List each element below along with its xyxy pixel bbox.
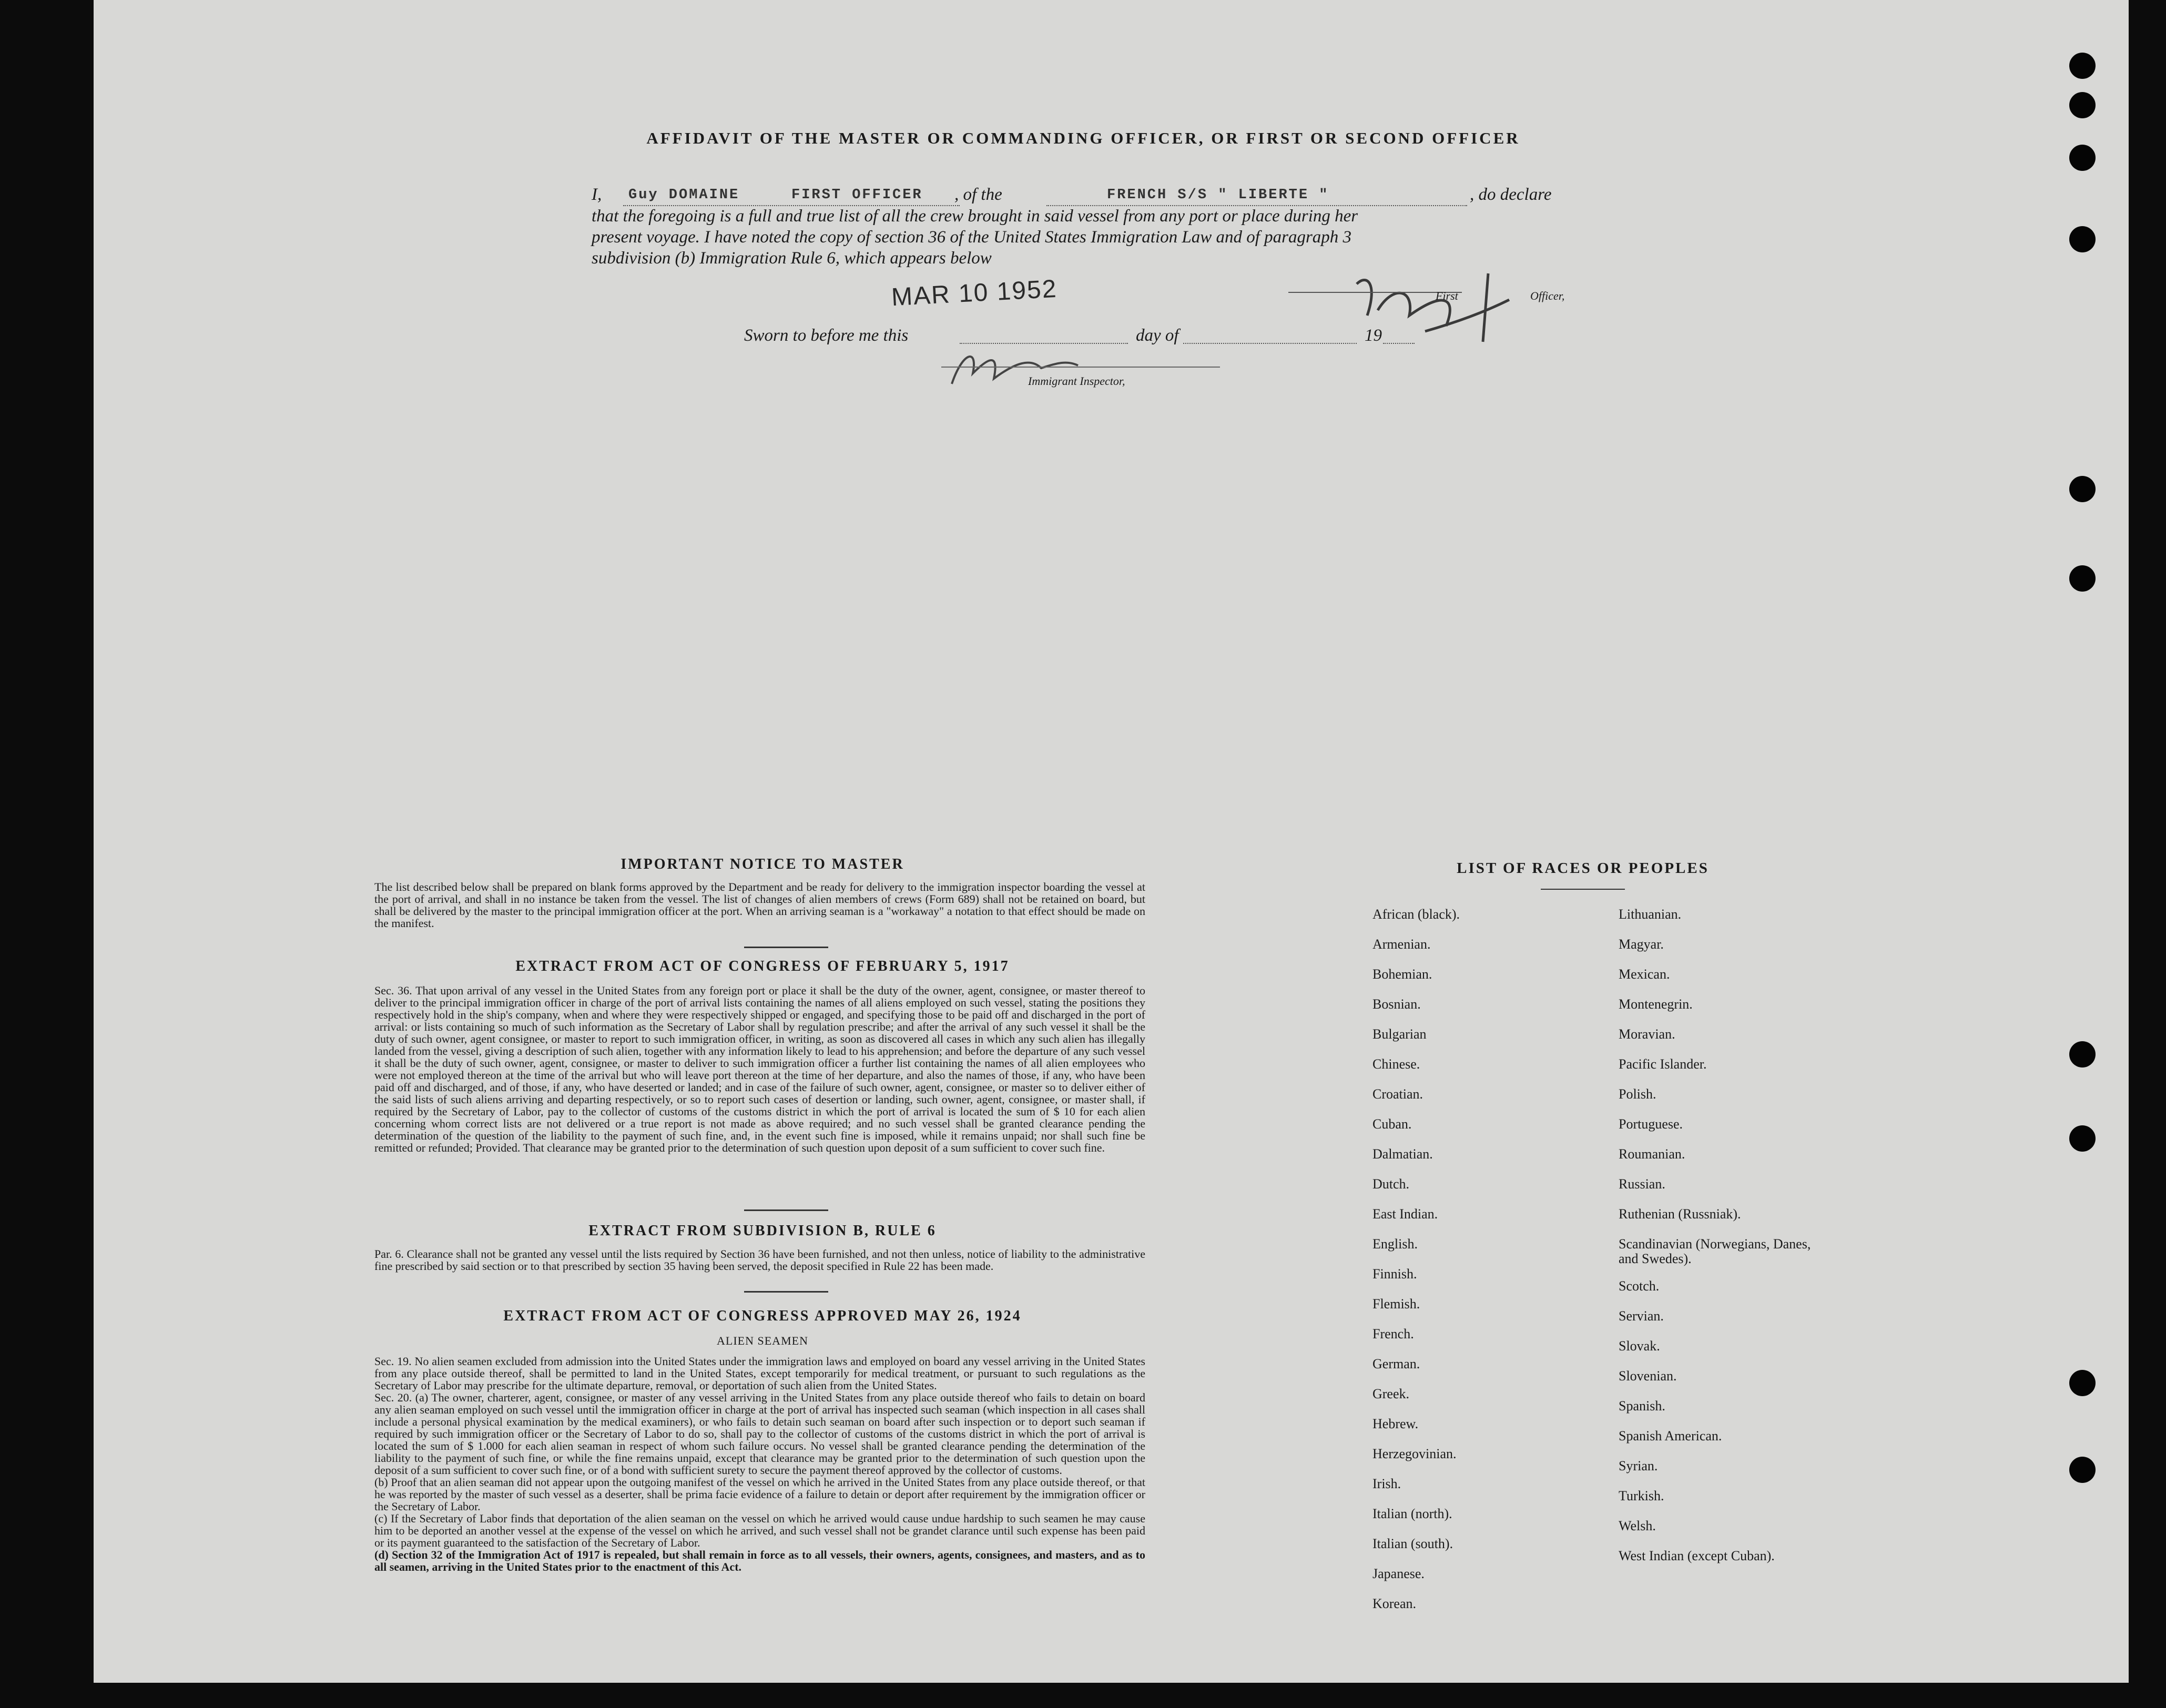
sec-20a-text: Sec. 20. (a) The owner, charterer, agent, consignee, or master of any vessel arriving in the United States from any place outside thereof who fails to detain on board any alien seaman employed on such vessel until the immigration officer in charge at the port of arrival has inspected such seaman (which inspection in all cases shall include a personal physical examination by the medical examiners), or who fails to detain such seaman on board after such inspection or to deport such seaman if required by such immigration officer or the Secretary of Labor to do so, shall pay to the collector of customs of the customs district in which the port of arrival is located the sum of $ 1.000 for each alien seaman in respect of whom such failure occurs. No vessel shall be granted clearance pending the determination of the liability to the payment of such fine, or while the fine remains unpaid, except that clearance may be granted prior to the determination of such question upon the deposit of a sum sufficient to cover such fine, or of a bond with sufficient surety to secure the payment thereof approved by the collector of customs. bbox=[374, 1391, 1145, 1477]
race-item: English. bbox=[1372, 1236, 1418, 1252]
races-title: LIST OF RACES OR PEOPLES bbox=[1457, 860, 1709, 877]
vessel-name: FRENCH S/S " LIBERTE " bbox=[1107, 187, 1329, 203]
race-item: Montenegrin. bbox=[1619, 997, 1693, 1012]
race-item: French. bbox=[1372, 1326, 1414, 1341]
crew-member-rank: FIRST OFFICER bbox=[791, 187, 923, 203]
notice-text: The list described below shall be prepared on blank forms approved by the Department and be ready for delivery to the immigration inspector boarding the vessel at the port of arrival, and shall in no instance be taken from the vessel. The list of changes of alien members of crews (Form 689) shall not be retained on board, but shall be delivered by the master to the principal immigration officer at the port. When an arriving seaman is a "workaway" a notation to that effect should be made on the manifest. bbox=[374, 880, 1145, 930]
binder-hole bbox=[2069, 1370, 2096, 1396]
race-item: Spanish. bbox=[1619, 1398, 1665, 1414]
extract3-title: EXTRACT FROM ACT OF CONGRESS APPROVED MAY 26, 1924 bbox=[503, 1308, 1022, 1324]
races-right-column bbox=[1619, 907, 1829, 1579]
race-item: Dutch. bbox=[1372, 1176, 1410, 1192]
affidavit-line2: that the foregoing is a full and true list of all the crew brought in said vessel from any port or place during her bbox=[592, 207, 1358, 226]
races-left-column bbox=[1372, 907, 1593, 1626]
divider bbox=[744, 1209, 828, 1211]
affidavit-title: AFFIDAVIT OF THE MASTER OR COMMANDING OFFICER, OR FIRST OR SECOND OFFICER bbox=[646, 129, 1520, 147]
affidavit-of-the: , of the bbox=[954, 185, 1002, 204]
race-item: Italian (south). bbox=[1372, 1536, 1453, 1551]
affidavit-i: I, bbox=[592, 185, 602, 204]
inspector-signature-line bbox=[941, 367, 1220, 368]
race-item: Russian. bbox=[1619, 1176, 1665, 1192]
race-item: Servian. bbox=[1619, 1308, 1664, 1324]
extract2-text: Par. 6. Clearance shall not be granted any vessel until the lists required by Section 36 have been furnished, and not then unless, notice of liability to the administrative fine prescribed by said section or to that prescribed by section 35 having been served, the deposit specified in Rule 22 has been made. bbox=[374, 1247, 1145, 1273]
binder-hole bbox=[2069, 226, 2096, 252]
race-item: Turkish. bbox=[1619, 1488, 1664, 1503]
race-item: West Indian (except Cuban). bbox=[1619, 1548, 1775, 1563]
extract2-title: EXTRACT FROM SUBDIVISION B, RULE 6 bbox=[588, 1223, 937, 1239]
race-item: Chinese. bbox=[1372, 1056, 1420, 1072]
extract1-title: EXTRACT FROM ACT OF CONGRESS OF FEBRUARY 5, 1917 bbox=[515, 958, 1010, 974]
race-item: Korean. bbox=[1372, 1596, 1417, 1611]
affidavit-do-declare: , do declare bbox=[1470, 185, 1552, 204]
race-item: Syrian. bbox=[1619, 1458, 1658, 1473]
race-item: Flemish. bbox=[1372, 1296, 1420, 1312]
sec-19-text: Sec. 19. No alien seamen excluded from admission into the United States under the immigration laws and employed on board any vessel arriving in the United States from any place outside thereof, shall be permitted to land in the United States, except temporarily for medical treatment, or pursuant to such regulations as the Secretary of Labor may prescribe for the ultimate departure, removal, or deportation of such alien from the United States. bbox=[374, 1355, 1145, 1392]
race-item: African (black). bbox=[1372, 907, 1460, 922]
sworn-text: Sworn to before me this bbox=[744, 326, 909, 345]
day-of-text: day of bbox=[1136, 326, 1179, 345]
officer-title: First bbox=[1436, 289, 1458, 302]
sec-20b-text: (b) Proof that an alien seaman did not appear upon the outgoing manifest of the vessel on which he arrived in the United States from any place outside thereof, or that he was reported by the master of such vessel as a deserter, shall be prima facie evidence of a failure to detain or deport after requirement by the immigration officer or the Secretary of Labor. bbox=[374, 1476, 1145, 1513]
notice-title: IMPORTANT NOTICE TO MASTER bbox=[621, 856, 904, 872]
sworn-year-line bbox=[1383, 343, 1415, 344]
race-item: Magyar. bbox=[1619, 937, 1664, 952]
binder-hole bbox=[2069, 1457, 2096, 1483]
race-item: Slovenian. bbox=[1619, 1368, 1677, 1384]
race-item: Portuguese. bbox=[1619, 1116, 1683, 1132]
race-item: Spanish American. bbox=[1619, 1428, 1722, 1443]
race-item: Polish. bbox=[1619, 1086, 1656, 1102]
race-item: Finnish. bbox=[1372, 1266, 1417, 1282]
race-item: Roumanian. bbox=[1619, 1146, 1685, 1162]
binder-hole bbox=[2069, 476, 2096, 502]
crew-member-name: Guy DOMAINE bbox=[628, 187, 740, 203]
affidavit-line4: subdivision (b) Immigration Rule 6, which appears below bbox=[592, 249, 992, 268]
vessel-line bbox=[1046, 205, 1467, 206]
binder-hole bbox=[2069, 92, 2096, 118]
inspector-label: Immigrant Inspector, bbox=[1028, 374, 1125, 388]
race-item: Herzegovinian. bbox=[1372, 1446, 1457, 1461]
race-item: Japanese. bbox=[1372, 1566, 1425, 1581]
race-item: Scotch. bbox=[1619, 1278, 1660, 1294]
race-item: Slovak. bbox=[1619, 1338, 1660, 1354]
race-item: Moravian. bbox=[1619, 1026, 1675, 1042]
binder-hole bbox=[2069, 1041, 2096, 1068]
affidavit-line1 bbox=[592, 185, 1580, 206]
race-item: Welsh. bbox=[1619, 1518, 1656, 1533]
sec-20d-text: (d) Section 32 of the Immigration Act of 1917 is repealed, but shall remain in force as to all vessels, their owners, agents, consignees, and masters, and as to all seamen, arriving in the United States prior to the enactment of this Act. bbox=[374, 1548, 1145, 1573]
sec-20c-text: (c) If the Secretary of Labor finds that deportation of the alien seaman on the vessel on which he arrived would cause undue hardship to such seamen he may cause him to be deported an another vessel at the expense of the vessel on which he arrived, and such vessel shall not be grandet clarance until such expense has been paid or its payment guaranteed to the satisfaction of the Secretary of Labor. bbox=[374, 1512, 1145, 1549]
race-item: Ruthenian (Russniak). bbox=[1619, 1206, 1741, 1222]
name-line bbox=[623, 205, 960, 206]
date-stamp: MAR 10 1952 bbox=[890, 274, 1058, 312]
sworn-month-line bbox=[1183, 343, 1357, 344]
binder-hole bbox=[2069, 565, 2096, 592]
extract3-subtitle: ALIEN SEAMEN bbox=[717, 1334, 808, 1347]
race-item: Bosnian. bbox=[1372, 997, 1421, 1012]
binder-hole bbox=[2069, 53, 2096, 79]
extract1-text: Sec. 36. That upon arrival of any vessel in the United States from any foreign port or place it shall be the duty of the owner, agent, consignee, or master thereof to deliver to the principal immigration officer in charge of the port of arrival lists containing the names of all aliens employed on such vessel, stating the positions they respectively hold in the ship's company, when and where they were respectively shipped or engaged, and specifying those to be paid off and discharged in the port of arrival: or lists containing so much of such information as the Secretary of Labor shall by regulation prescribe; and after the arrival of any such vessel it shall be the duty of such owner, agent consignee, or master to report to such immigration officer, in writing, as soon as discovered all cases in which any such alien has illegally landed from the vessel, giving a description of such alien, together with any information likely to lead to his apprehension; and before the departure of any such vessel it shall be the duty of such owner, agent, consignee, or master to deliver to such immigration officer a further list containing the names of all alien employees who were not employed thereon at the time of the arrival but who will leave port thereon at the time of her departure, and also the names of those, if any, who have been paid off and discharged, and of those, if any, who have deserted or landed; and in case of the failure of such owner, agent, consignee, or master so to deliver either of the said lists of such aliens arriving and departing respectively, or so to report such cases of desertion or landing, such owner, agent, consignee, or master shall, if required by the Secretary of Labor, pay to the collector of customs of the customs district in which the port of arrival is located the sum of $ 10 for each alien concerning whom correct lists are not delivered or a true report is not made as above required; and no such vessel shall be granted clearance pending the determination of the question of the liability to the payment of such fine, and, in the event such fine is imposed, while it remains unpaid; nor shall such fine be remitted or refunded; Provided. That clearance may be granted prior to the determination of such question upon deposit of a sum sufficient to cover such fine. bbox=[374, 984, 1145, 1154]
year-text: 19 bbox=[1365, 326, 1382, 345]
divider bbox=[1541, 889, 1625, 890]
race-item: German. bbox=[1372, 1356, 1420, 1371]
race-item: Pacific Islander. bbox=[1619, 1056, 1707, 1072]
race-item: Greek. bbox=[1372, 1386, 1410, 1401]
divider bbox=[744, 1291, 828, 1293]
race-item: Lithuanian. bbox=[1619, 907, 1682, 922]
race-item: Dalmatian. bbox=[1372, 1146, 1433, 1162]
race-item: Armenian. bbox=[1372, 937, 1431, 952]
race-item: Croatian. bbox=[1372, 1086, 1423, 1102]
officer-label: Officer, bbox=[1530, 289, 1565, 302]
race-item: Scandinavian (Norwegians, Danes, and Swedes). bbox=[1619, 1236, 1811, 1266]
race-item: Hebrew. bbox=[1372, 1416, 1419, 1431]
binder-hole bbox=[2069, 1125, 2096, 1152]
extract3-body bbox=[374, 1355, 1145, 1573]
divider bbox=[744, 947, 828, 948]
binder-hole bbox=[2069, 145, 2096, 171]
race-item: Bohemian. bbox=[1372, 967, 1432, 982]
affidavit-line3: present voyage. I have noted the copy of section 36 of the United States Immigration Law and of paragraph 3 bbox=[592, 228, 1352, 247]
race-item: Cuban. bbox=[1372, 1116, 1412, 1132]
race-item: Mexican. bbox=[1619, 967, 1670, 982]
race-item: East Indian. bbox=[1372, 1206, 1438, 1222]
race-item: Bulgarian bbox=[1372, 1026, 1427, 1042]
race-item: Irish. bbox=[1372, 1476, 1401, 1491]
race-item: Italian (north). bbox=[1372, 1506, 1452, 1521]
